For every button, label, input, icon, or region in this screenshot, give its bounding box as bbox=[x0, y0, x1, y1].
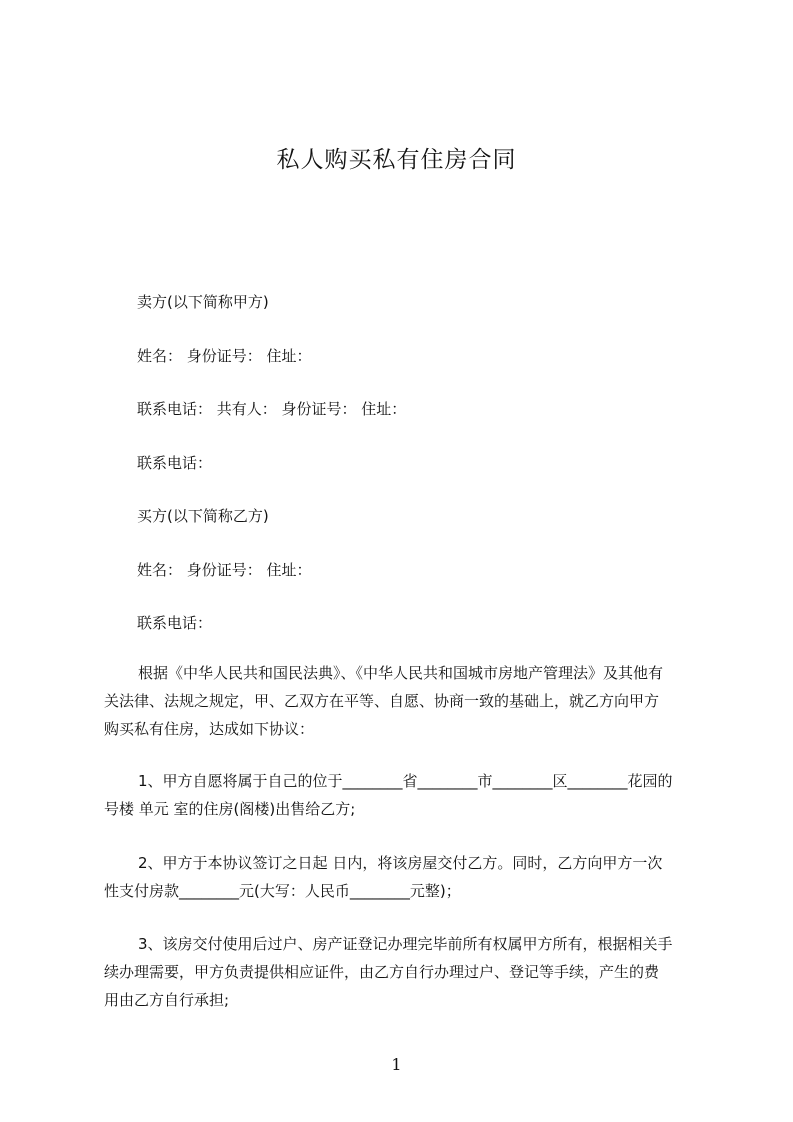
preamble-line: 根据《中华人民共和国民法典》、《中华人民共和国城市房地产管理法》及其他有 bbox=[138, 664, 664, 682]
page-title: 私人购买私有住房合同 bbox=[276, 147, 517, 173]
clause-line: 续办理需要，甲方负责提供相应证件，由乙方自行办理过户、登记等手续，产生的费 bbox=[104, 963, 660, 981]
clause-line: 3、该房交付使用后过户、房产证登记办理完毕前所有权属甲方所有，根据相关手 bbox=[138, 935, 673, 953]
page-number: 1 bbox=[391, 1055, 402, 1074]
buyer-header: 买方(以下简称乙方) bbox=[137, 507, 269, 525]
preamble-line: 关法律、法规之规定，甲、乙双方在平等、自愿、协商一致的基础上，就乙方向甲方 bbox=[104, 692, 660, 710]
preamble-paragraph bbox=[104, 659, 714, 743]
preamble-line: 购买私有住房，达成如下协议： bbox=[104, 720, 315, 738]
clause-line: 性支付房款________元(大写：人民币________元整)； bbox=[104, 882, 461, 900]
seller-header: 卖方(以下简称甲方) bbox=[137, 293, 269, 311]
seller-contact: 联系电话： 共有人： 身份证号： 住址： bbox=[137, 400, 407, 418]
clause-line: 1、甲方自愿将属于自己的位于________省________市________区________花园的 bbox=[138, 772, 673, 790]
buyer-contact: 联系电话： bbox=[137, 614, 213, 632]
clause-2 bbox=[104, 849, 714, 905]
seller-fields: 姓名： 身份证号： 住址： bbox=[137, 347, 312, 365]
clause-line: 号楼 单元 室的住房(阁楼)出售给乙方; bbox=[104, 800, 356, 818]
buyer-fields: 姓名： 身份证号： 住址： bbox=[137, 561, 312, 579]
clause-3 bbox=[104, 930, 714, 1014]
clause-1 bbox=[104, 767, 714, 823]
seller-contact-2: 联系电话： bbox=[137, 454, 213, 472]
clause-line: 用由乙方自行承担; bbox=[104, 991, 230, 1009]
clause-line: 2、甲方于本协议签订之日起 日内，将该房屋交付乙方。同时，乙方向甲方一次 bbox=[138, 854, 663, 872]
